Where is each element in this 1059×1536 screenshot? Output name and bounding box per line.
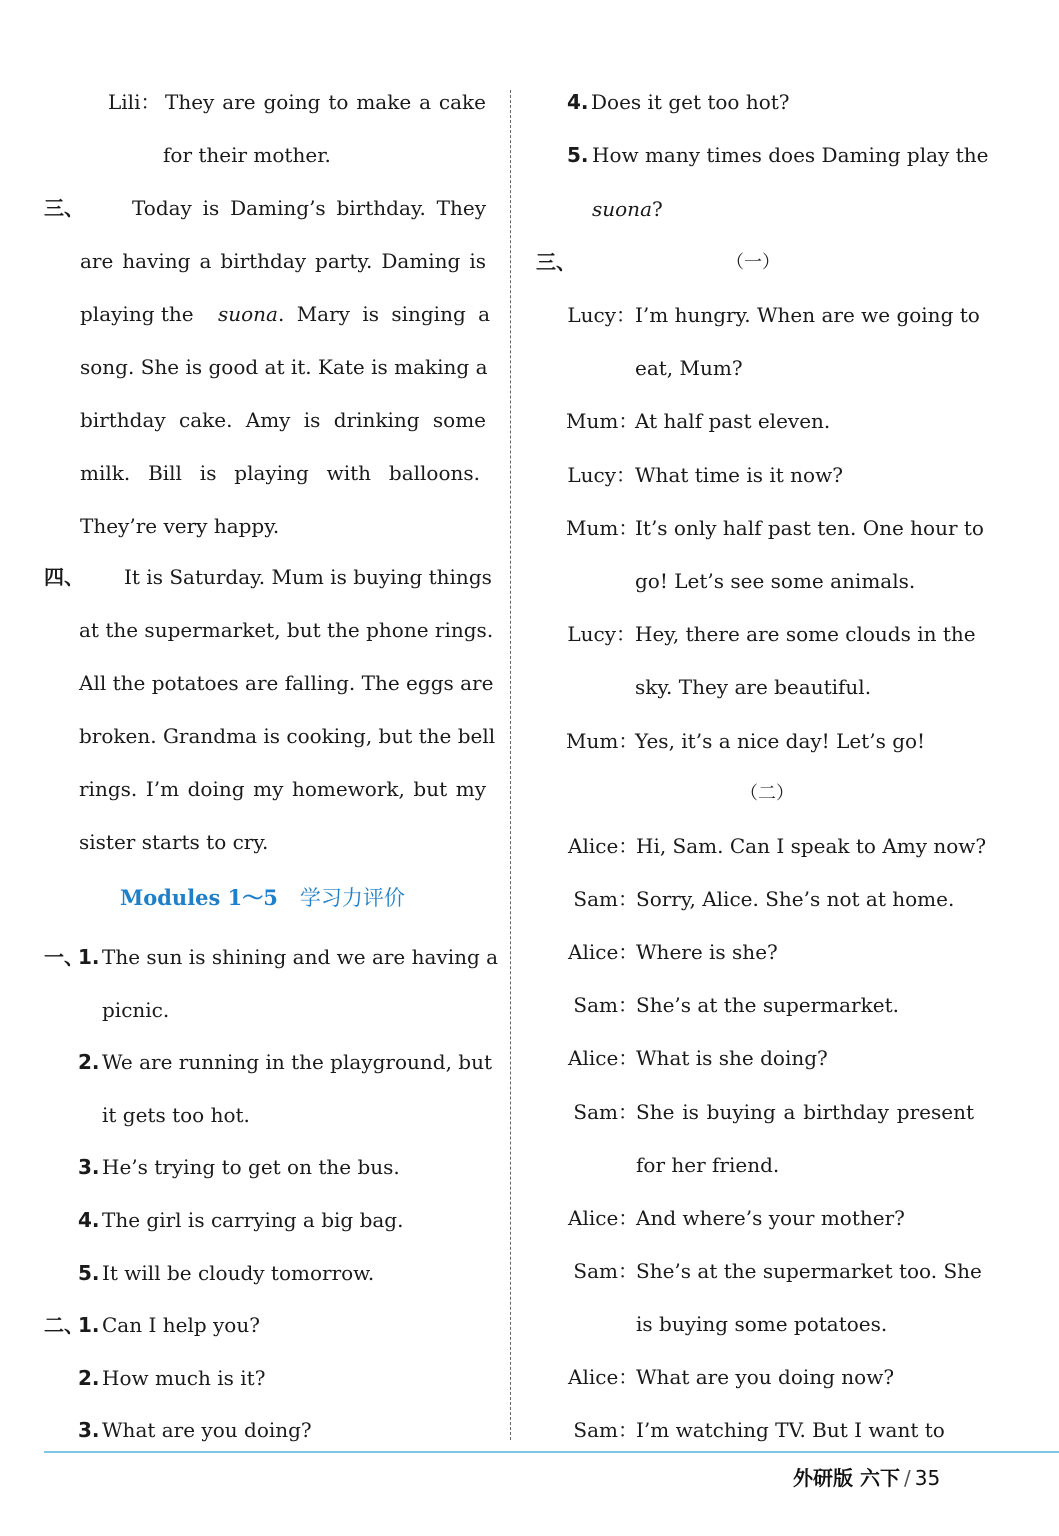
dialogue-line: eat, Mum? [635, 356, 743, 381]
dialogue-speaker: Sam： [573, 1258, 638, 1283]
dialogue-speaker: Mum： [566, 409, 639, 434]
dialogue-speaker: Lucy： [567, 303, 636, 327]
dialogue-line: sky. They are beautiful. [635, 675, 872, 700]
text-fragment: playing the [80, 302, 194, 326]
dialogue-line: go! Let’s see some animals. [635, 569, 916, 593]
text-line: Can I help you? [102, 1313, 260, 1337]
page-number: 35 [914, 1466, 941, 1490]
dialogue-speaker: Lili： [108, 90, 161, 114]
dialogue-line: She’s at the supermarket. [636, 993, 899, 1018]
item-number: 5. [78, 1261, 100, 1285]
dialogue-line: She’s at the supermarket too. She [636, 1258, 982, 1283]
text-line: milk. Bill is playing with balloons. [80, 461, 480, 485]
dialogue-speaker: Sam： [573, 887, 638, 912]
dialogue-line: It’s only half past ten. One hour to [635, 515, 984, 540]
item-number: 5. [567, 143, 589, 167]
item-number: 1. [78, 945, 100, 969]
text-line [592, 183, 663, 236]
dialogue-line: What are you doing now? [636, 1365, 895, 1389]
section-heading [120, 871, 405, 924]
item-number: 3. [78, 1155, 100, 1179]
text-line: rings. I’m doing my homework, but my [79, 777, 486, 801]
dialogue-line: for her friend. [636, 1152, 780, 1177]
text-line: They’re very happy. [80, 514, 280, 538]
dialogue-line: I’m hungry. When are we going to [635, 303, 980, 327]
section-marker-2: 二、 [44, 1313, 84, 1337]
column-divider [510, 90, 511, 1440]
dialogue-line: Hi, Sam. Can I speak to Amy now? [636, 834, 987, 858]
dialogue-speaker: Sam： [573, 993, 638, 1018]
dialogue-speaker: Alice： [568, 1205, 639, 1230]
dialogue-line: is buying some potatoes. [636, 1311, 888, 1336]
footer-book-label: 外研版 六下 [793, 1466, 900, 1490]
text-line: It will be cloudy tomorrow. [102, 1261, 375, 1285]
text-line: picnic. [102, 998, 170, 1022]
section-marker-3: 三、 [536, 250, 576, 274]
part-label-2: （二） [740, 783, 794, 804]
dialogue-speaker: Lucy： [567, 462, 636, 487]
item-number: 4. [567, 90, 589, 114]
dialogue-speaker: Alice： [568, 1365, 639, 1389]
text-line: at the supermarket, but the phone rings. [79, 618, 494, 642]
item-number: 3. [78, 1418, 100, 1442]
heading-en: Modules 1～5 [120, 885, 278, 910]
dialogue-line: Hey, there are some clouds in the [635, 622, 976, 647]
item-number: 2. [78, 1050, 100, 1074]
section-marker-1: 一、 [44, 945, 84, 969]
text-fragment: . Mary is singing a [277, 302, 491, 326]
text-line: song. She is good at it. Kate is making a [80, 355, 488, 379]
text-line: Today is Daming’s birthday. They [132, 196, 486, 220]
section-marker-3: 三、 [44, 196, 84, 220]
text-line: The sun is shining and we are having a [102, 945, 499, 969]
part-label-1: （一） [726, 252, 780, 273]
text-line: broken. Grandma is cooking, but the bell [79, 724, 496, 748]
item-number: 4. [78, 1208, 100, 1232]
dialogue-line: Sorry, Alice. She’s not at home. [636, 887, 955, 912]
text-fragment: ? [652, 197, 663, 221]
text-line: Does it get too hot? [591, 90, 790, 114]
item-number: 2. [78, 1366, 100, 1390]
italic-word: suona [592, 197, 652, 221]
dialogue-line: What is she doing? [636, 1046, 828, 1071]
text-line [80, 288, 491, 341]
dialogue-line: And where’s your mother? [636, 1205, 905, 1230]
footer-separator: / [903, 1466, 911, 1490]
text-line: We are running in the playground, but [102, 1050, 493, 1074]
dialogue-line: Where is she? [636, 940, 778, 965]
text-line: How much is it? [102, 1366, 266, 1390]
dialogue-line: At half past eleven. [635, 409, 831, 434]
text-line: He’s trying to get on the bus. [102, 1155, 400, 1179]
heading-cn: 学习力评价 [299, 886, 405, 910]
dialogue-line: Yes, it’s a nice day! Let’s go! [635, 728, 926, 753]
dialogue-speaker: Alice： [568, 834, 639, 858]
dialogue-speaker: Sam： [573, 1418, 638, 1443]
italic-word: suona [217, 302, 278, 326]
text-line: birthday cake. Amy is drinking some [80, 408, 486, 432]
text-line: it gets too hot. [102, 1103, 250, 1127]
text-line: sister starts to cry. [79, 830, 269, 854]
text-line: All the potatoes are falling. The eggs are [79, 671, 494, 695]
dialogue-speaker: Lucy： [567, 622, 636, 647]
text-line: The girl is carrying a big bag. [102, 1208, 404, 1232]
text-line: What are you doing? [102, 1418, 312, 1442]
text-line: are having a birthday party. Daming is [80, 249, 486, 273]
dialogue-speaker: Sam： [573, 1099, 638, 1124]
dialogue-line: What time is it now? [635, 462, 843, 487]
text-line: It is Saturday. Mum is buying things [124, 565, 492, 589]
dialogue-line: They are going to make a cake [165, 90, 486, 114]
dialogue-speaker: Mum： [566, 515, 639, 540]
text-line: How many times does Daming play the [592, 143, 989, 167]
dialogue-line: I’m watching TV. But I want to [636, 1418, 945, 1443]
dialogue-line: for their mother. [163, 143, 331, 167]
dialogue-speaker: Mum： [566, 728, 639, 753]
section-marker-4: 四、 [44, 565, 84, 589]
dialogue-speaker: Alice： [568, 940, 639, 965]
footer-rule [44, 1451, 1059, 1453]
footer [793, 1458, 940, 1498]
dialogue-line: She is buying a birthday present [636, 1099, 974, 1124]
item-number: 1. [78, 1313, 100, 1337]
dialogue-speaker: Alice： [568, 1046, 639, 1071]
